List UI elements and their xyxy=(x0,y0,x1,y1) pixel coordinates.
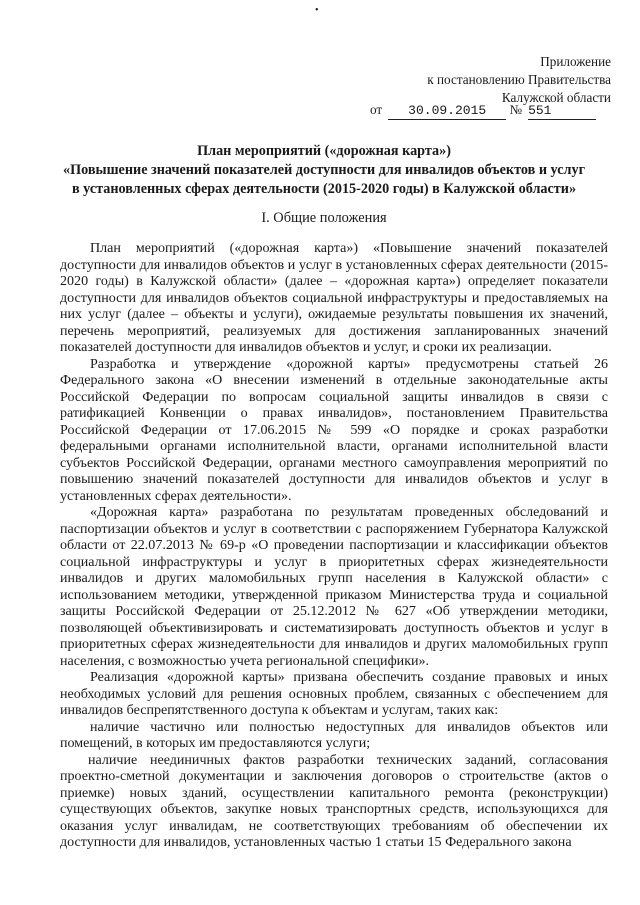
from-label: от xyxy=(370,102,383,117)
paragraph: «Дорожная карта» разработана по результатам проведенных обследований и паспортизации объектов и услуг в соответствии с распоряжением Губернатора Калужской области от 22.07.2013 № 69-р «О проведении паспортизации и классификации объектов социальной инфраструктуры и услуг в приоритетных сферах жизнедеятельности инвалидов и других маломобильных групп населения в Калужской области» с использованием методики, утвержденной приказом Министерства труда и социальной защиты Российской Федерации от 25.12.2012 № 627 «Об утверждении методики, позволяющей объективизировать и систематизировать доступность объектов и услуг в приоритетных сферах жизнедеятельности для инвалидов и других маломобильных групп населения, с возможностью учета региональной специфики». xyxy=(60,504,608,669)
document-body xyxy=(60,240,608,905)
title-line-3: в установленных сферах деятельности (2015-2020 годы) в Калужской области» xyxy=(71,181,577,197)
paragraph: План мероприятий («дорожная карта») «Повышение значений показателей доступности для инвалидов объектов и услуг в установленных сферах деятельности (2015-2020 годы) в Калужской области» (далее – «дорожная карта») определяет показатели доступности для инвалидов объектов социальной инфраструктуры и предоставляемых на них услуг (далее – объекты и услуги), ожидаемые результаты повышения их значений, перечень мероприятий, реализуемых для достижения запланированных значений показателей доступности для инвалидов объектов и услуг, и сроки их реализации. xyxy=(60,240,608,355)
paragraph: наличие неединичных фактов разработки технических заданий, согласования проектно-сметной документации и заключения договоров о строительстве (актов о приемке) новых зданий, осуществлении капитального ремонта (реконструкции) существующих объектов, закупке новых транспортных средств, использующихся для оказания услуг инвалидам, не соответствующих требованиям об обеспечении их доступности для инвалидов, установленных частью 1 статьи 15 Федерального закона xyxy=(60,751,608,850)
section-heading: I. Общие положения xyxy=(261,210,387,226)
appendix-region: Калужской области xyxy=(501,90,611,105)
paragraph: Разработка и утверждение «дорожной карты» предусмотрены статьей 26 Федерального закона «О внесении изменений в отдельные законодательные акты Российской Федерации по вопросам социальной защиты инвалидов в связи с ратификацией Конвенции о правах инвалидов», постановлением Правительства Российской Федерации от 17.06.2015 № 599 «О порядке и сроках разработки федеральными органами исполнительной власти, органами исполнительной власти субъектов Российской Федерации, органами местного самоуправления мероприятий по повышению значений показателей доступности для инвалидов объектов и услуг в установленных сферах деятельности». xyxy=(60,355,608,504)
number-label: № xyxy=(509,102,523,117)
decree-date-line xyxy=(370,102,620,120)
appendix-decree-ref: к постановлению Правительства xyxy=(427,72,611,87)
decree-number: 551 xyxy=(528,103,596,120)
paragraph: Реализация «дорожной карты» призвана обеспечить создание правовых и иных необходимых условий для решения основных проблем, связанных с обеспечением для инвалидов беспрепятственного доступа к объектам и услугам, таких как: xyxy=(60,669,608,718)
page-mark: • xyxy=(315,5,319,16)
title-line-1: План мероприятий («дорожная карта») xyxy=(197,143,451,159)
decree-date: 30.09.2015 xyxy=(388,103,506,120)
title-line-2: «Повышение значений показателей доступности для инвалидов объектов и услуг xyxy=(62,162,586,178)
document-title xyxy=(60,142,588,199)
appendix-header xyxy=(351,53,611,107)
appendix-label: Приложение xyxy=(540,54,611,69)
paragraph: наличие частично или полностью недоступных для инвалидов объектов или помещений, в которых им предоставляются услуги; xyxy=(60,718,608,751)
